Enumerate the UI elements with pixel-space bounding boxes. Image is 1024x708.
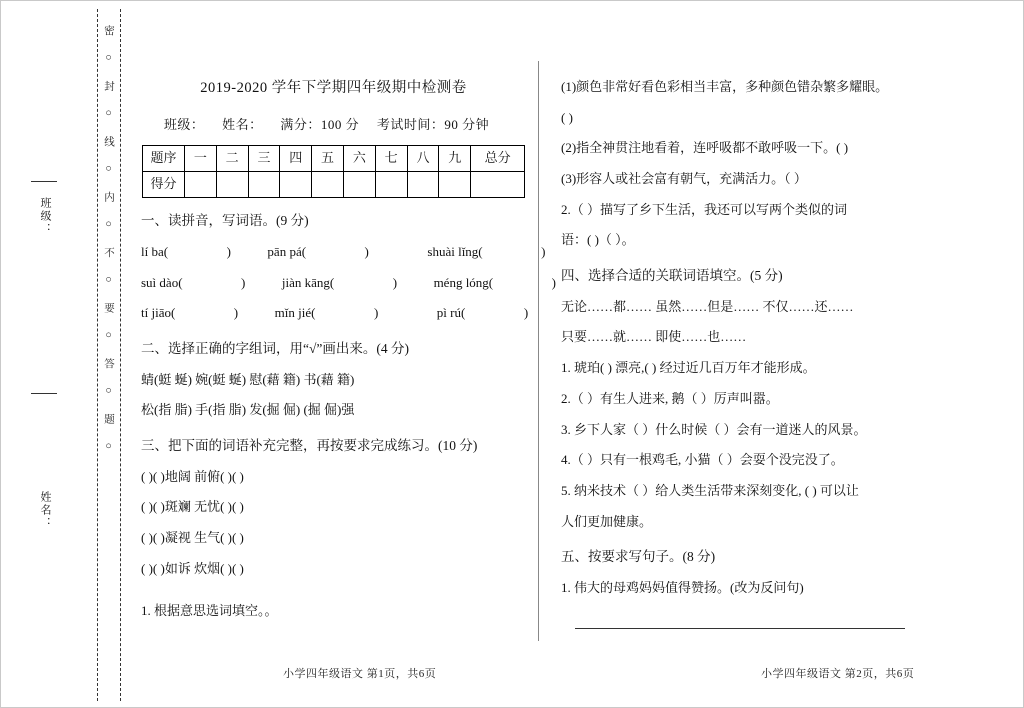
name-field-vertical: 姓名：: [39, 491, 51, 530]
table-row-header: [143, 146, 525, 172]
question-5-1: 1. 伟大的母鸡妈妈值得赞扬。(改为反问句): [561, 579, 804, 595]
conjunction-line-2: 只要……就…… 即使……也……: [561, 329, 747, 345]
pinyin-row-3: [141, 301, 529, 326]
score-col-total: 总分: [471, 146, 525, 172]
fill-row-2[interactable]: ( )( )斑斓 无忧( )( ): [141, 499, 244, 515]
conjunction-item-5[interactable]: 5. 纳米技术（ ）给人类生活带来深刻变化, ( ) 可以让: [561, 482, 859, 498]
score-cell-1[interactable]: [184, 172, 216, 198]
score-cell-3[interactable]: [248, 172, 280, 198]
pinyin-2-1-close[interactable]: ): [241, 274, 246, 290]
score-table: [142, 145, 525, 198]
section-2-heading: 二、选择正确的字组词，用“√”画出来。(4 分): [141, 340, 410, 356]
conjunction-item-1[interactable]: 1. 琥珀( ) 漂亮,( ) 经过近几百万年才能形成。: [561, 360, 816, 376]
choice-row-2[interactable]: 松(指 脂) 手(指 脂) 发(掘 倔) (掘 倔)强: [141, 402, 355, 418]
class-field-vertical: 班级：: [39, 197, 51, 236]
meta-fullscore: 满分：100 分: [280, 116, 360, 132]
student-divider-mid: [31, 393, 57, 394]
question-2[interactable]: 2.（ ）描写了乡下生活，我还可以写两个类似的词: [561, 201, 848, 217]
score-col-6: 六: [343, 146, 375, 172]
pinyin-2-2: jiàn kāng(: [281, 274, 335, 290]
score-cell-5[interactable]: [312, 172, 344, 198]
section-3-heading: 三、把下面的词语补充完整，再按要求完成练习。(10 分): [141, 437, 478, 453]
pinyin-2-3-close[interactable]: ): [551, 274, 556, 290]
pinyin-3-3: pì rú(: [436, 305, 466, 321]
answer-line-5-1[interactable]: [575, 627, 905, 629]
section-4-heading: 四、选择合适的关联词语填空。(5 分): [561, 268, 783, 284]
pinyin-2-3: méng lóng(: [433, 274, 494, 290]
pinyin-3-2: mǐn jié(: [274, 305, 316, 321]
pinyin-row-1: [141, 240, 546, 265]
footer-right: 小学四年级语文 第2页，共6页: [761, 668, 915, 680]
conjunction-item-4[interactable]: 4.（ ）只有一根鸡毛, 小猫（ ）会耍个没完没了。: [561, 452, 844, 468]
left-page-column: [141, 61, 556, 630]
fill-row-1[interactable]: ( )( )地阔 前俯( )( ): [141, 468, 244, 484]
conjunction-item-2[interactable]: 2.（ ）有生人进来, 鹅（ ）厉声叫嚣。: [561, 390, 779, 406]
section-1-heading: 一、读拼音，写词语。(9 分): [141, 213, 309, 229]
page-title: 2019-2020 学年下学期四年级期中检测卷: [200, 80, 467, 96]
score-col-8: 八: [407, 146, 439, 172]
question-2-continued[interactable]: 语：( )（ ）。: [561, 232, 635, 248]
score-cell-6[interactable]: [343, 172, 375, 198]
pinyin-1-3: shuài lǐng(: [427, 243, 483, 259]
pinyin-3-1-close[interactable]: ): [233, 305, 239, 321]
meta-name: 姓名：: [222, 116, 263, 132]
score-col-7: 七: [375, 146, 407, 172]
score-table-row-label: 题序: [143, 146, 185, 172]
conjunction-item-5-continued: 人们更加健康。: [561, 513, 653, 529]
right-page-column: [561, 61, 981, 629]
pinyin-1-2-close[interactable]: ): [364, 243, 369, 259]
question-3-1: 1. 根据意思选词填空。。: [141, 603, 278, 619]
pinyin-3-1: tí jiāo(: [141, 305, 176, 321]
right-item-1-blank[interactable]: ( ): [561, 109, 573, 125]
fill-row-3[interactable]: ( )( )凝视 生气( )( ): [141, 529, 244, 545]
footer-left: 小学四年级语文 第1页，共6页: [283, 668, 437, 680]
pinyin-1-3-close[interactable]: ): [541, 243, 546, 259]
table-row-scores: [143, 172, 525, 198]
exam-meta-line: [141, 113, 526, 138]
right-item-3[interactable]: (3)形容人或社会富有朝气，充满活力。（ ）: [561, 171, 807, 187]
right-item-2[interactable]: (2)指全神贯注地看着，连呼吸都不敢呼吸一下。( ): [561, 140, 849, 156]
score-col-5: 五: [312, 146, 344, 172]
pinyin-2-2-close[interactable]: ): [392, 274, 398, 290]
pinyin-3-3-close[interactable]: ): [523, 305, 529, 321]
student-divider-top: [31, 181, 57, 182]
conjunction-item-3[interactable]: 3. 乡下人家（ ）什么时候（ ）会有一道迷人的风景。: [561, 421, 867, 437]
score-col-2: 二: [216, 146, 248, 172]
score-col-3: 三: [248, 146, 280, 172]
section-5-heading: 五、按要求写句子。(8 分): [561, 549, 716, 565]
score-cell-9[interactable]: [439, 172, 471, 198]
fill-row-4[interactable]: ( )( )如诉 炊烟( )( ): [141, 560, 244, 576]
score-cell-2[interactable]: [216, 172, 248, 198]
score-col-9: 九: [439, 146, 471, 172]
pinyin-1-1-close[interactable]: ): [226, 243, 231, 259]
seal-line-text: 密 ○ 封 ○ 线 ○ 内 ○ 不 ○ 要 ○ 答 ○ 题 ○: [103, 25, 114, 455]
score-cell-total[interactable]: [471, 172, 525, 198]
column-divider: [538, 61, 539, 641]
pinyin-2-1: suì dào(: [141, 274, 183, 290]
pinyin-1-2: pān pá(: [267, 243, 307, 259]
score-col-1: 一: [184, 146, 216, 172]
right-item-1: (1)颜色非常好看色彩相当丰富，多种颜色错杂繁多耀眼。: [561, 79, 889, 94]
score-cell-7[interactable]: [375, 172, 407, 198]
conjunction-line-1: 无论……都…… 虽然……但是…… 不仅……还……: [561, 298, 854, 314]
score-col-4: 四: [280, 146, 312, 172]
pinyin-row-2: [141, 271, 556, 296]
score-cell-4[interactable]: [280, 172, 312, 198]
meta-class: 班级：: [163, 116, 205, 132]
pinyin-3-2-close[interactable]: ): [373, 305, 379, 321]
score-table-row2-label: 得分: [143, 172, 185, 198]
choice-row-1[interactable]: 蜻(蜓 蜒) 婉(蜓 蜒) 慰(藉 籍) 书(藉 籍): [141, 371, 355, 387]
pinyin-1-1: lí ba(: [141, 243, 169, 259]
score-cell-8[interactable]: [407, 172, 439, 198]
meta-time: 考试时间：90 分钟: [376, 116, 490, 132]
